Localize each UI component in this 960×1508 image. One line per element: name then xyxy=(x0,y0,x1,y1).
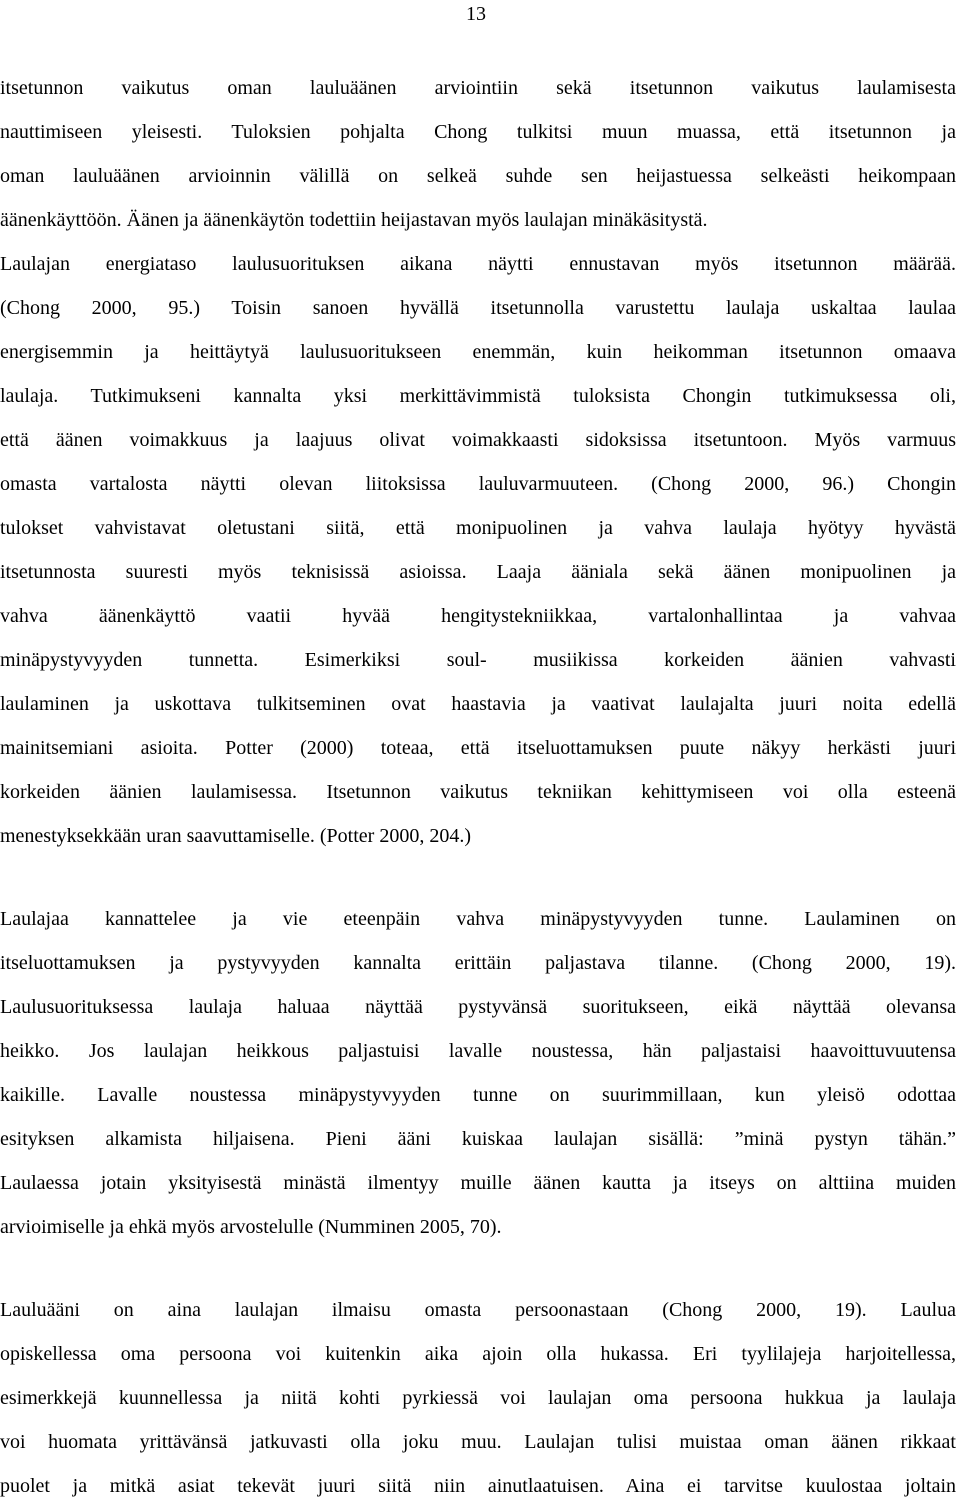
text-line: kaikille. Lavalle noustessa minäpystyvyyden tunne on suurimmillaan, kun yleisö odottaa xyxy=(0,1084,956,1106)
paragraph-3 xyxy=(0,1288,956,1508)
paragraph-2 xyxy=(0,897,956,1249)
text-line: itsetunnosta suuresti myös teknisissä asioissa. Laaja ääniala sekä äänen monipuolinen ja xyxy=(0,561,956,583)
text-line: itseluottamuksen ja pystyvyyden kannalta erittäin paljastava tilanne. (Chong 2000, 19). xyxy=(0,952,956,974)
text-line: heikko. Jos laulajan heikkous paljastuisi lavalle noustessa, hän paljastaisi haavoittuvuutensa xyxy=(0,1040,956,1062)
text-line: Lauluääni on aina laulajan ilmaisu omasta persoonastaan (Chong 2000, 19). Laulua xyxy=(0,1299,956,1321)
text-line: nauttimiseen yleisesti. Tuloksien pohjalta Chong tulkitsi muun muassa, että itsetunnon ja xyxy=(0,121,956,143)
text-line: Laulajaa kannattelee ja vie eteenpäin vahva minäpystyvyyden tunne. Laulaminen on xyxy=(0,908,956,930)
paragraph-1 xyxy=(0,66,956,858)
text-line: arvioimiselle ja ehkä myös arvostelulle (Numminen 2005, 70). xyxy=(0,1216,502,1238)
text-line: (Chong 2000, 95.) Toisin sanoen hyvällä itsetunnolla varustettu laulaja uskaltaa laulaa xyxy=(0,297,956,319)
text-line: että äänen voimakkuus ja laajuus olivat voimakkaasti sidoksissa itsetuntoon. Myös varmuus xyxy=(0,429,956,451)
text-line: esimerkkejä kuunnellessa ja niitä kohti pyrkiessä voi laulajan oma persoona hukkua ja laulaja xyxy=(0,1387,956,1409)
text-line: tulokset vahvistavat oletustani siitä, että monipuolinen ja vahva laulaja hyötyy hyvästä xyxy=(0,517,956,539)
text-line: esityksen alkamista hiljaisena. Pieni ääni kuiskaa laulajan sisällä: ”minä pystyn tähän.” xyxy=(0,1128,956,1150)
text-line: voi huomata yrittävänsä jatkuvasti olla joku muu. Laulajan tulisi muistaa oman äänen rikkaat xyxy=(0,1431,956,1453)
page-number: 13 xyxy=(466,3,486,25)
text-line: mainitsemiani asioita. Potter (2000) toteaa, että itseluottamuksen puute näkyy herkästi juuri xyxy=(0,737,956,759)
text-line: korkeiden äänien laulamisessa. Itsetunnon vaikutus tekniikan kehittymiseen voi olla esteenä xyxy=(0,781,956,803)
text-line: omasta vartalosta näytti olevan liitoksissa lauluvarmuuteen. (Chong 2000, 96.) Chongin xyxy=(0,473,956,495)
text-line: opiskellessa oma persoona voi kuitenkin aika ajoin olla hukassa. Eri tyylilajeja harjoitellessa, xyxy=(0,1343,956,1365)
text-line: menestyksekkään uran saavuttamiselle. (Potter 2000, 204.) xyxy=(0,825,471,847)
text-line: oman lauluäänen arvioinnin välillä on selkeä suhde sen heijastuessa selkeästi heikompaan xyxy=(0,165,956,187)
text-line: Laulajan energiataso laulusuorituksen aikana näytti ennustavan myös itsetunnon määrää. xyxy=(0,253,956,275)
text-line: laulaja. Tutkimukseni kannalta yksi merkittävimmistä tuloksista Chongin tutkimuksessa oli, xyxy=(0,385,956,407)
text-line: itsetunnon vaikutus oman lauluäänen arviointiin sekä itsetunnon vaikutus laulamisesta xyxy=(0,77,956,99)
text-line: vahva äänenkäyttö vaatii hyvää hengitystekniikkaa, vartalonhallintaa ja vahvaa xyxy=(0,605,956,627)
text-line: energisemmin ja heittäytyä laulusuoritukseen enemmän, kuin heikomman itsetunnon omaava xyxy=(0,341,956,363)
text-line: äänenkäyttöön. Äänen ja äänenkäytön todettiin heijastavan myös laulajan minäkäsitystä. xyxy=(0,209,708,231)
text-line: Laulaessa jotain yksityisestä minästä ilmentyy muille äänen kautta ja itseys on alttiina muiden xyxy=(0,1172,956,1194)
text-line: laulaminen ja uskottava tulkitseminen ovat haastavia ja vaativat laulajalta juuri noita edellä xyxy=(0,693,956,715)
text-line: puolet ja mitkä asiat tekevät juuri siitä niin ainutlaatuisen. Aina ei tarvitse kuulostaa joltain xyxy=(0,1475,956,1497)
text-line: Laulusuorituksessa laulaja haluaa näyttää pystyvänsä suoritukseen, eikä näyttää olevansa xyxy=(0,996,956,1018)
text-line: minäpystyvyyden tunnetta. Esimerkiksi soul- musiikissa korkeiden äänien vahvasti xyxy=(0,649,956,671)
